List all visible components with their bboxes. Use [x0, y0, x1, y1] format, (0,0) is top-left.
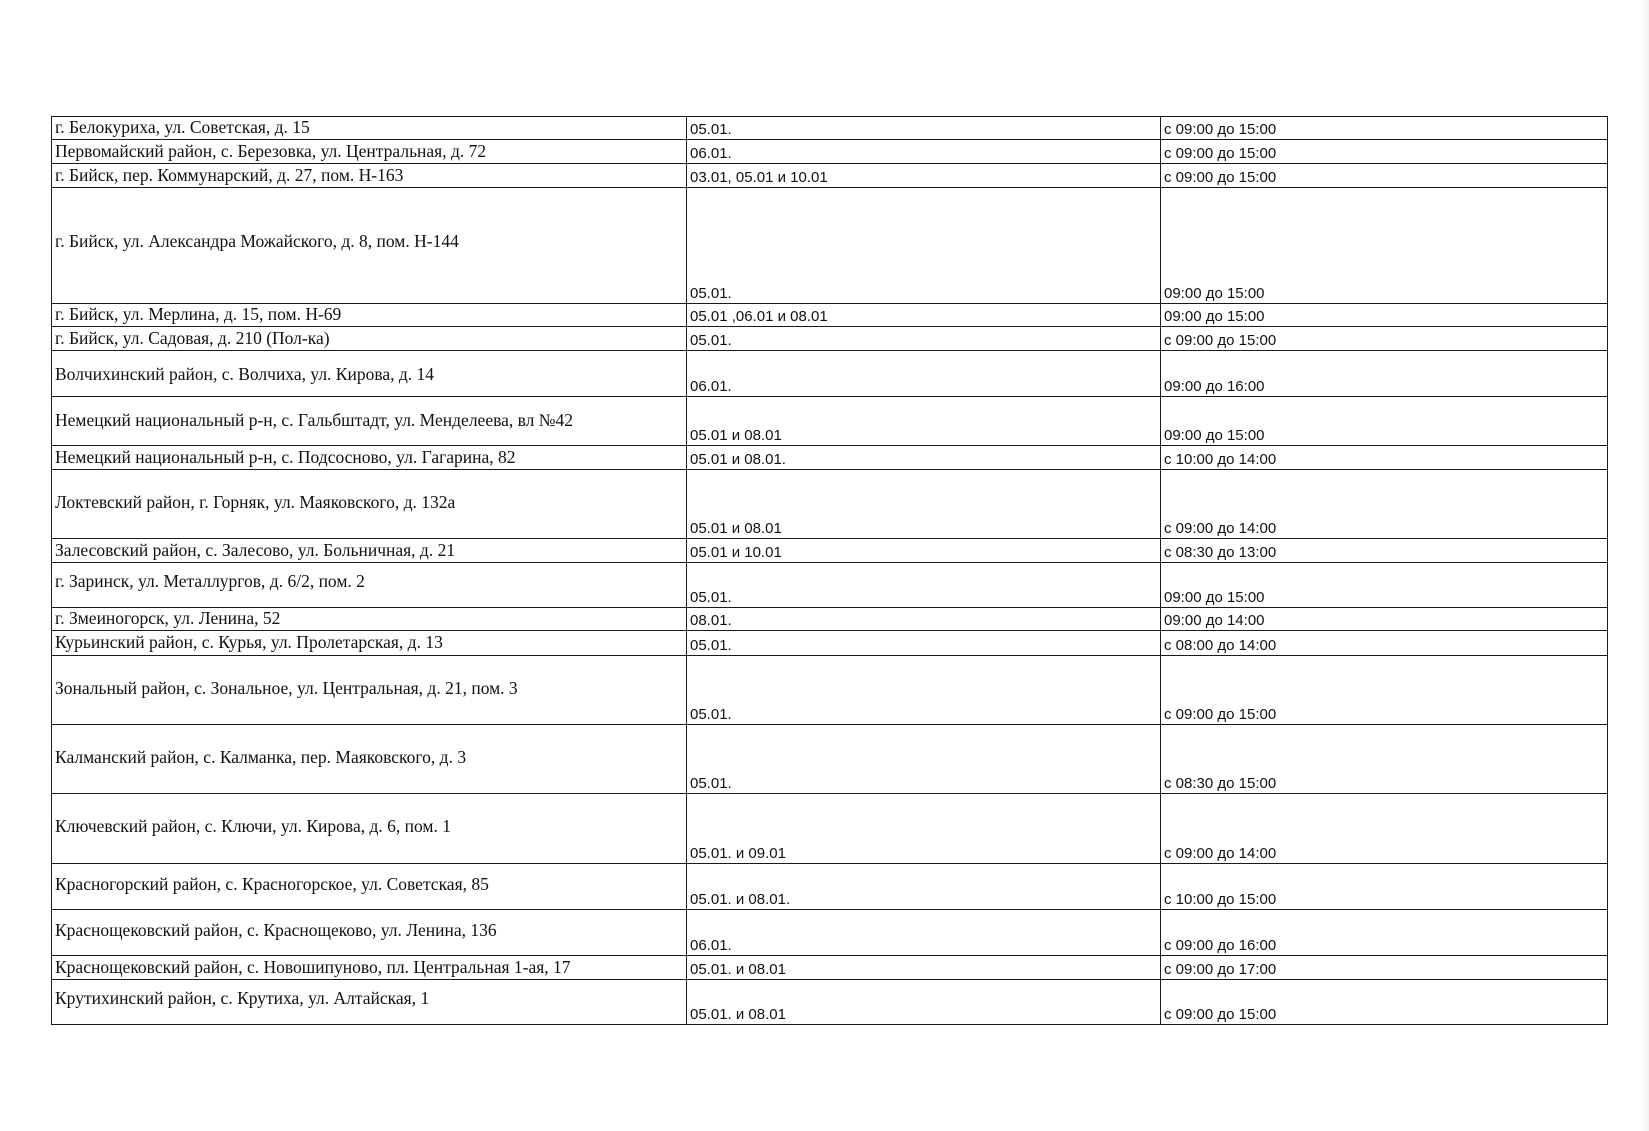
hours-cell: 09:00 до 16:00	[1161, 351, 1608, 397]
table-row	[52, 539, 1608, 563]
address-cell: г. Бийск, ул. Александра Можайского, д. 8, пом. Н-144	[52, 188, 687, 304]
dates-cell: 05.01 и 08.01.	[687, 446, 1161, 470]
table-row	[52, 956, 1608, 980]
hours-cell: 09:00 до 15:00	[1161, 188, 1608, 304]
address-cell: Краснощековский район, с. Новошипуново, пл. Центральная 1-ая, 17	[52, 956, 687, 980]
address-cell: Немецкий национальный р-н, с. Гальбштадт, ул. Менделеева, вл №42	[52, 397, 687, 446]
table-row	[52, 608, 1608, 631]
hours-cell: с 08:30 до 13:00	[1161, 539, 1608, 563]
dates-cell: 05.01.	[687, 327, 1161, 351]
table-row	[52, 188, 1608, 304]
address-cell: г. Бийск, пер. Коммунарский, д. 27, пом. Н-163	[52, 164, 687, 188]
hours-cell: с 09:00 до 15:00	[1161, 980, 1608, 1025]
table-row	[52, 117, 1608, 140]
table-row	[52, 563, 1608, 608]
dates-cell: 05.01 и 08.01	[687, 397, 1161, 446]
dates-cell: 06.01.	[687, 910, 1161, 956]
table-row	[52, 164, 1608, 188]
address-cell: Ключевский район, с. Ключи, ул. Кирова, д. 6, пом. 1	[52, 794, 687, 864]
schedule-table	[51, 116, 1608, 1025]
dates-cell: 08.01.	[687, 608, 1161, 631]
hours-cell: с 09:00 до 16:00	[1161, 910, 1608, 956]
table-row	[52, 470, 1608, 539]
dates-cell: 05.01. и 09.01	[687, 794, 1161, 864]
dates-cell: 06.01.	[687, 140, 1161, 164]
address-cell: г. Бийск, ул. Садовая, д. 210 (Пол-ка)	[52, 327, 687, 351]
hours-cell: с 09:00 до 15:00	[1161, 327, 1608, 351]
dates-cell: 05.01. и 08.01	[687, 980, 1161, 1025]
table-row	[52, 446, 1608, 470]
address-cell: г. Змеиногорск, ул. Ленина, 52	[52, 608, 687, 631]
dates-cell: 05.01 ,06.01 и 08.01	[687, 304, 1161, 327]
address-cell: Калманский район, с. Калманка, пер. Маяковского, д. 3	[52, 725, 687, 794]
dates-cell: 03.01, 05.01 и 10.01	[687, 164, 1161, 188]
hours-cell: 09:00 до 15:00	[1161, 563, 1608, 608]
dates-cell: 05.01.	[687, 656, 1161, 725]
table-row	[52, 910, 1608, 956]
table-row	[52, 980, 1608, 1025]
address-cell: Зональный район, с. Зональное, ул. Центральная, д. 21, пом. 3	[52, 656, 687, 725]
table-row	[52, 327, 1608, 351]
table-row	[52, 351, 1608, 397]
hours-cell: 09:00 до 15:00	[1161, 397, 1608, 446]
hours-cell: с 09:00 до 15:00	[1161, 140, 1608, 164]
table-row	[52, 631, 1608, 656]
table-row	[52, 304, 1608, 327]
address-cell: г. Заринск, ул. Металлургов, д. 6/2, пом. 2	[52, 563, 687, 608]
address-cell: Крутихинский район, с. Крутиха, ул. Алтайская, 1	[52, 980, 687, 1025]
dates-cell: 05.01. и 08.01.	[687, 864, 1161, 910]
hours-cell: с 09:00 до 14:00	[1161, 470, 1608, 539]
hours-cell: с 10:00 до 15:00	[1161, 864, 1608, 910]
dates-cell: 05.01.	[687, 631, 1161, 656]
address-cell: г. Белокуриха, ул. Советская, д. 15	[52, 117, 687, 140]
dates-cell: 05.01. и 08.01	[687, 956, 1161, 980]
address-cell: Курьинский район, с. Курья, ул. Пролетарская, д. 13	[52, 631, 687, 656]
table-row	[52, 794, 1608, 864]
address-cell: Локтевский район, г. Горняк, ул. Маяковского, д. 132а	[52, 470, 687, 539]
page-edge-shadow	[1639, 0, 1649, 1131]
hours-cell: с 08:30 до 15:00	[1161, 725, 1608, 794]
hours-cell: 09:00 до 15:00	[1161, 304, 1608, 327]
hours-cell: 09:00 до 14:00	[1161, 608, 1608, 631]
address-cell: Волчихинский район, с. Волчиха, ул. Кирова, д. 14	[52, 351, 687, 397]
dates-cell: 05.01.	[687, 563, 1161, 608]
table-row	[52, 725, 1608, 794]
table-row	[52, 656, 1608, 725]
address-cell: Красногорский район, с. Красногорское, ул. Советская, 85	[52, 864, 687, 910]
address-cell: Немецкий национальный р-н, с. Подсосново, ул. Гагарина, 82	[52, 446, 687, 470]
dates-cell: 05.01.	[687, 188, 1161, 304]
address-cell: Первомайский район, с. Березовка, ул. Центральная, д. 72	[52, 140, 687, 164]
table-row	[52, 864, 1608, 910]
hours-cell: с 09:00 до 15:00	[1161, 164, 1608, 188]
hours-cell: с 09:00 до 14:00	[1161, 794, 1608, 864]
hours-cell: с 10:00 до 14:00	[1161, 446, 1608, 470]
hours-cell: с 09:00 до 17:00	[1161, 956, 1608, 980]
table-row	[52, 397, 1608, 446]
table-row	[52, 140, 1608, 164]
dates-cell: 05.01.	[687, 117, 1161, 140]
address-cell: Краснощековский район, с. Краснощеково, ул. Ленина, 136	[52, 910, 687, 956]
dates-cell: 05.01 и 08.01	[687, 470, 1161, 539]
dates-cell: 06.01.	[687, 351, 1161, 397]
dates-cell: 05.01.	[687, 725, 1161, 794]
dates-cell: 05.01 и 10.01	[687, 539, 1161, 563]
address-cell: г. Бийск, ул. Мерлина, д. 15, пом. Н-69	[52, 304, 687, 327]
hours-cell: с 08:00 до 14:00	[1161, 631, 1608, 656]
hours-cell: с 09:00 до 15:00	[1161, 117, 1608, 140]
hours-cell: с 09:00 до 15:00	[1161, 656, 1608, 725]
address-cell: Залесовский район, с. Залесово, ул. Больничная, д. 21	[52, 539, 687, 563]
